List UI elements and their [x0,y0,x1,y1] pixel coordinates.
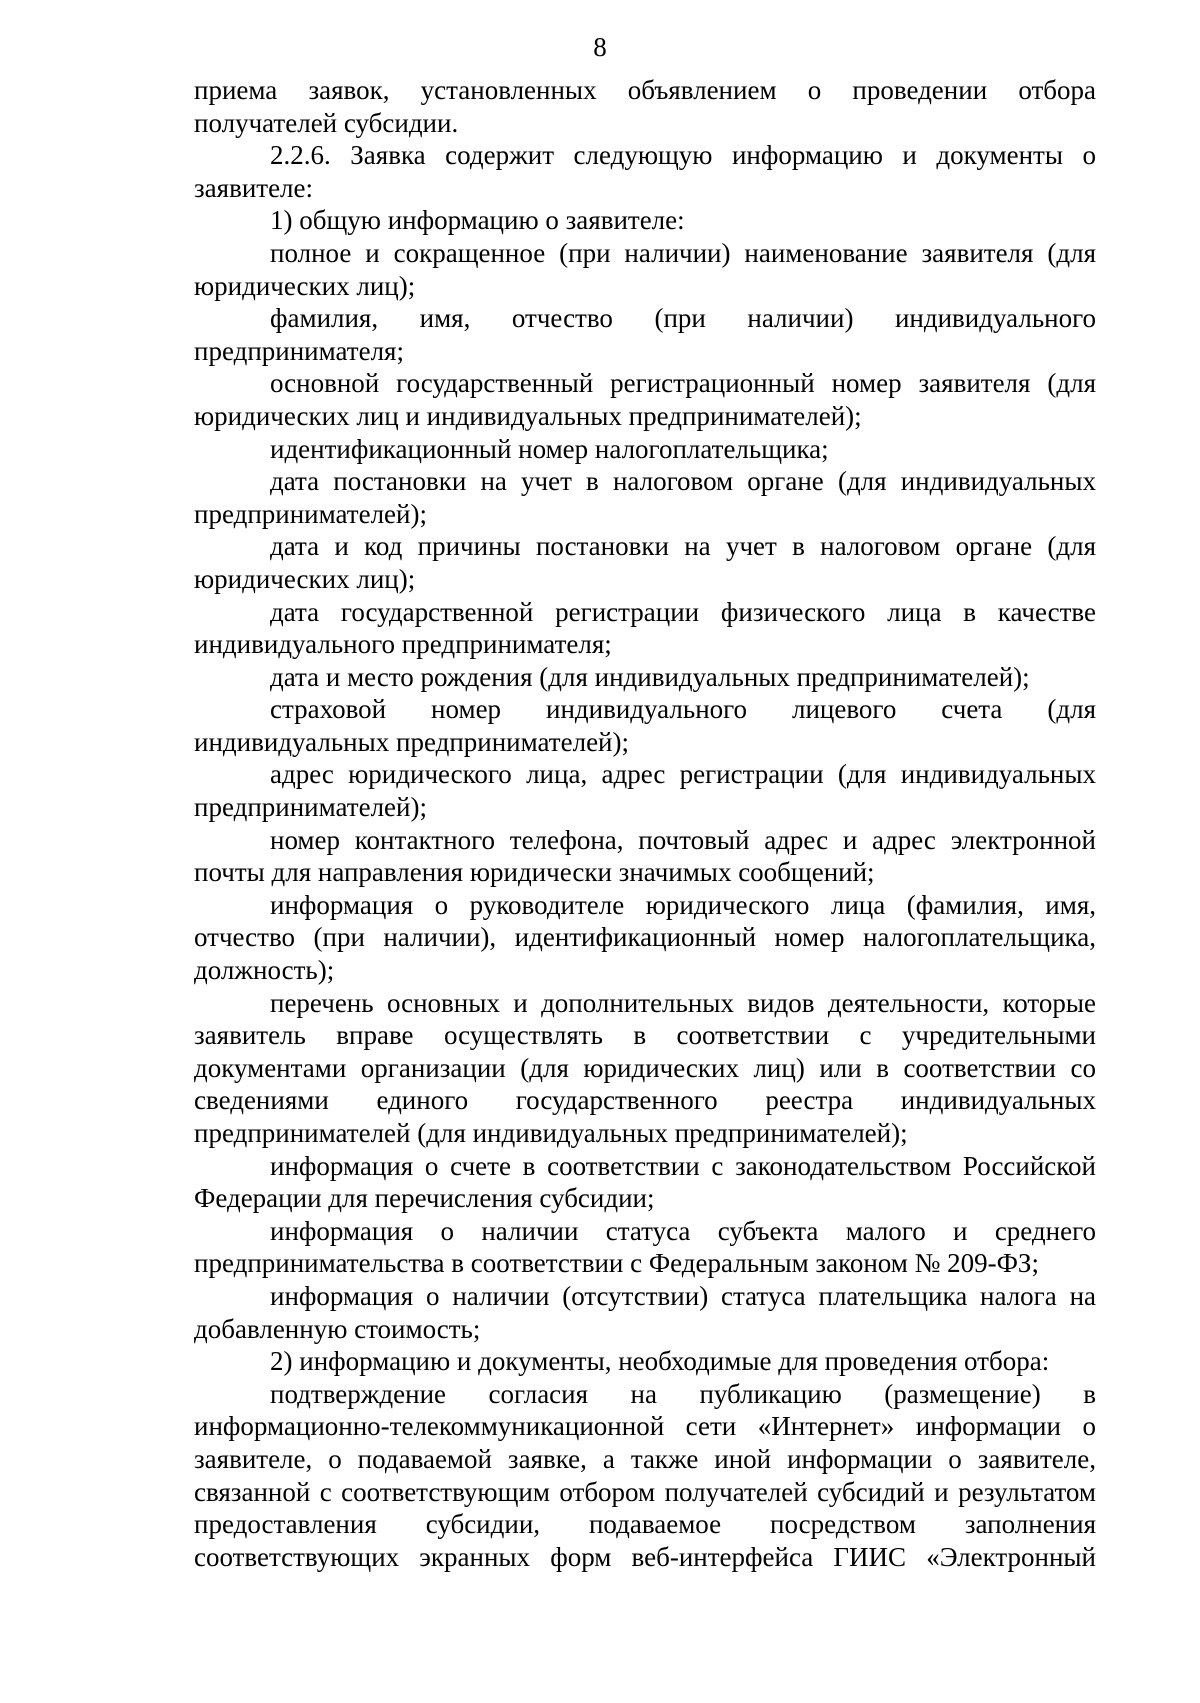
paragraph: идентификационный номер налогоплательщика; [270,433,829,464]
paragraph: информация о руководителе юридического лица (фамилия, имя, отчество (при наличии), идентификационный номер налогоплательщика, должность); [194,889,1096,986]
paragraph: информация о счете в соответствии с законодательством Российской Федерации для перечисления субсидии; [194,1150,1096,1214]
paragraph: основной государственный регистрационный номер заявителя (для юридических лиц и индивидуальных предпринимателей); [194,368,1096,431]
page-number: 8 [593,32,607,62]
document-body [194,74,1096,1573]
paragraph: полное и сокращенное (при наличии) наименование заявителя (для юридических лиц); [194,237,1096,301]
paragraph: дата и код причины постановки на учет в налоговом органе (для юридических лиц); [194,531,1096,594]
paragraph: адрес юридического лица, адрес регистрации (для индивидуальных предпринимателей); [194,759,1096,823]
paragraph: дата государственной регистрации физического лица в качестве индивидуального предпринимателя; [194,596,1096,660]
paragraph: приема заявок, установленных объявлением о проведении отбора получателей субсидии. [194,75,1096,138]
paragraph: 1) общую информацию о заявителе: [270,205,685,236]
paragraph: информация о наличии статуса субъекта малого и среднего предпринимательства в соответствии с Федеральным законом № 209-ФЗ; [194,1215,1096,1279]
paragraph: перечень основных и дополнительных видов деятельности, которые заявитель вправе осуществлять в соответствии с учредительными документами организации (для юридических лиц) или в соответствии со сведениями единого государственного реестра индивидуальных предпринимателей (для индивидуальных предпринимателей); [194,987,1096,1148]
paragraph: дата постановки на учет в налоговом органе (для индивидуальных предпринимателей); [194,466,1096,529]
paragraph: 2) информацию и документы, необходимые для проведения отбора: [270,1346,1050,1377]
paragraph: подтверждение согласия на публикацию (размещение) в информационно-телекоммуникационной сети «Интернет» информации о заявителе, о подаваемой заявке, а также иной информации о заявителе, связанной с соответствующим отбором получателей субсидий и результатом предоставления субсидии, подаваемое посредством заполнения соответствующих экранных форм веб-интерфейса ГИИС «Электронный [194,1378,1096,1572]
paragraph: фамилия, имя, отчество (при наличии) индивидуального предпринимателя; [194,303,1096,366]
paragraph: дата и место рождения (для индивидуальных предпринимателей); [270,661,1030,692]
paragraph: страховой номер индивидуального лицевого счета (для индивидуальных предпринимателей); [194,694,1096,757]
paragraph: номер контактного телефона, почтовый адрес и адрес электронной почты для направления юридически значимых сообщений; [194,824,1096,888]
paragraph: информация о наличии (отсутствии) статуса плательщика налога на добавленную стоимость; [194,1280,1096,1344]
paragraph: 2.2.6. Заявка содержит следующую информацию и документы о заявителе: [194,140,1096,203]
